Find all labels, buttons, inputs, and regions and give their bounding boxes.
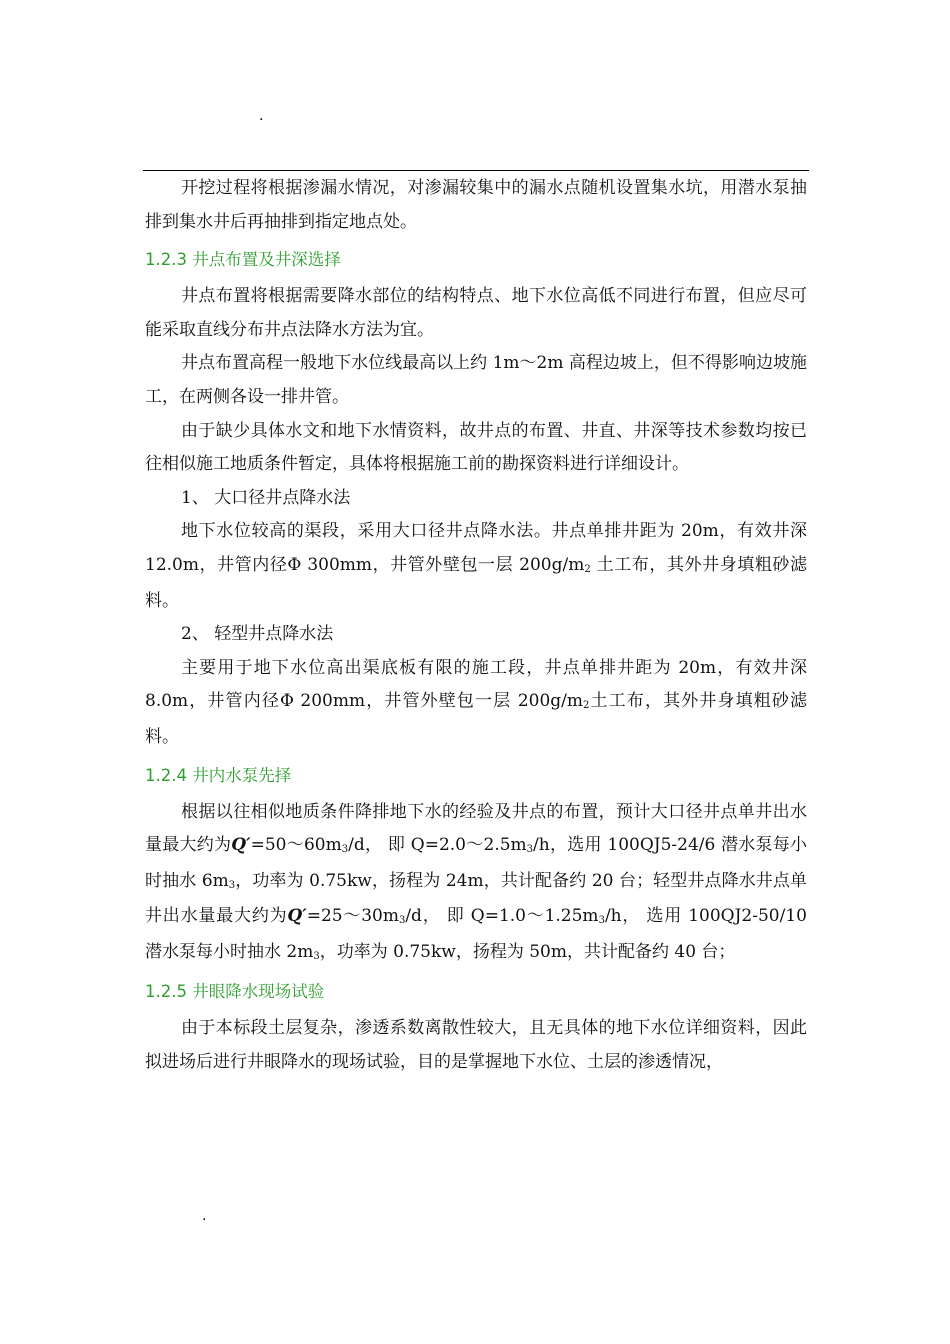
section-heading-1-2-3: 1.2.3 井点布置及井深选择 <box>145 250 341 270</box>
list-item-2: 2、 轻型井点降水法 <box>181 624 334 645</box>
paragraph-well-layout: 井点布置将根据需要降水部位的结构特点、地下水位高低不同进行布置，但应尽可能采取直线分布井点法降水方法为宜。 <box>145 286 807 340</box>
header-mark: . <box>259 108 264 124</box>
section-heading-1-2-5: 1.2.5 井眼降水现场试验 <box>145 982 325 1002</box>
document-body <box>145 172 807 1080</box>
paragraph-drainage: 开挖过程将根据渗漏水情况，对渗漏较集中的漏水点随机设置集水坑，用潜水泵抽排到集水井后再抽排到指定地点处。 <box>145 178 807 232</box>
paragraph-well-elevation: 井点布置高程一般地下水位线最高以上约 1m～2m 高程边坡上，但不得影响边坡施工，在两侧各设一排井管。 <box>145 353 807 407</box>
paragraph-pump-selection: 根据以往相似地质条件降排地下水的经验及井点的布置，预计大口径井点单井出水量最大约为$Q'=50\sim 60m_3/d$， 即 $Q=2.0\sim 2.5m_3/h$，选用 100QJ5-24/6 潜水泵每小时抽水 $6m_3$，功率为 0.75kw，扬程为 24m，共计配备约 20 台；轻型井点降水井点单井出水量最大约为$Q'=25\sim 30m_3/d$， 即 $Q=1.0\sim 1.25m_3/h$， 选用 100QJ2-50/10 潜水泵每小时抽水 $2m_3$，功率为 0.75kw，扬程为 50m，共计配备约 40 台； <box>145 801 808 962</box>
footer-mark: . <box>202 1208 207 1224</box>
paragraph-parameters: 由于缺少具体水文和地下水情资料，故井点的布置、井直、井深等技术参数均按已往相似施工地质条件暂定，具体将根据施工前的勘探资料进行详细设计。 <box>145 420 807 475</box>
list-item-1: 1、 大口径井点降水法 <box>181 487 351 508</box>
header-rule <box>143 170 809 171</box>
paragraph-light-well: 主要用于地下水位高出渠底板有限的施工段，井点单排井距为 20m，有效井深 8.0m，井管内径Φ 200mm，井管外壁包一层 $200g/m_2$土工布，其外井身填粗砂滤料。 <box>145 657 808 747</box>
section-heading-1-2-4: 1.2.4 井内水泵先择 <box>145 765 292 785</box>
paragraph-field-test: 由于本标段土层复杂，渗透系数离散性较大，且无具体的地下水位详细资料，因此拟进场后进行井眼降水的现场试验，目的是掌握地下水位、土层的渗透情况， <box>145 1018 807 1073</box>
paragraph-large-well: 地下水位较高的渠段，采用大口径井点降水法。井点单排井距为 20m，有效井深 12.0m，井管内径Φ 300mm，井管外壁包一层 $200g/m_2$ 土工布，其外井身填粗砂滤料。 <box>145 521 807 611</box>
